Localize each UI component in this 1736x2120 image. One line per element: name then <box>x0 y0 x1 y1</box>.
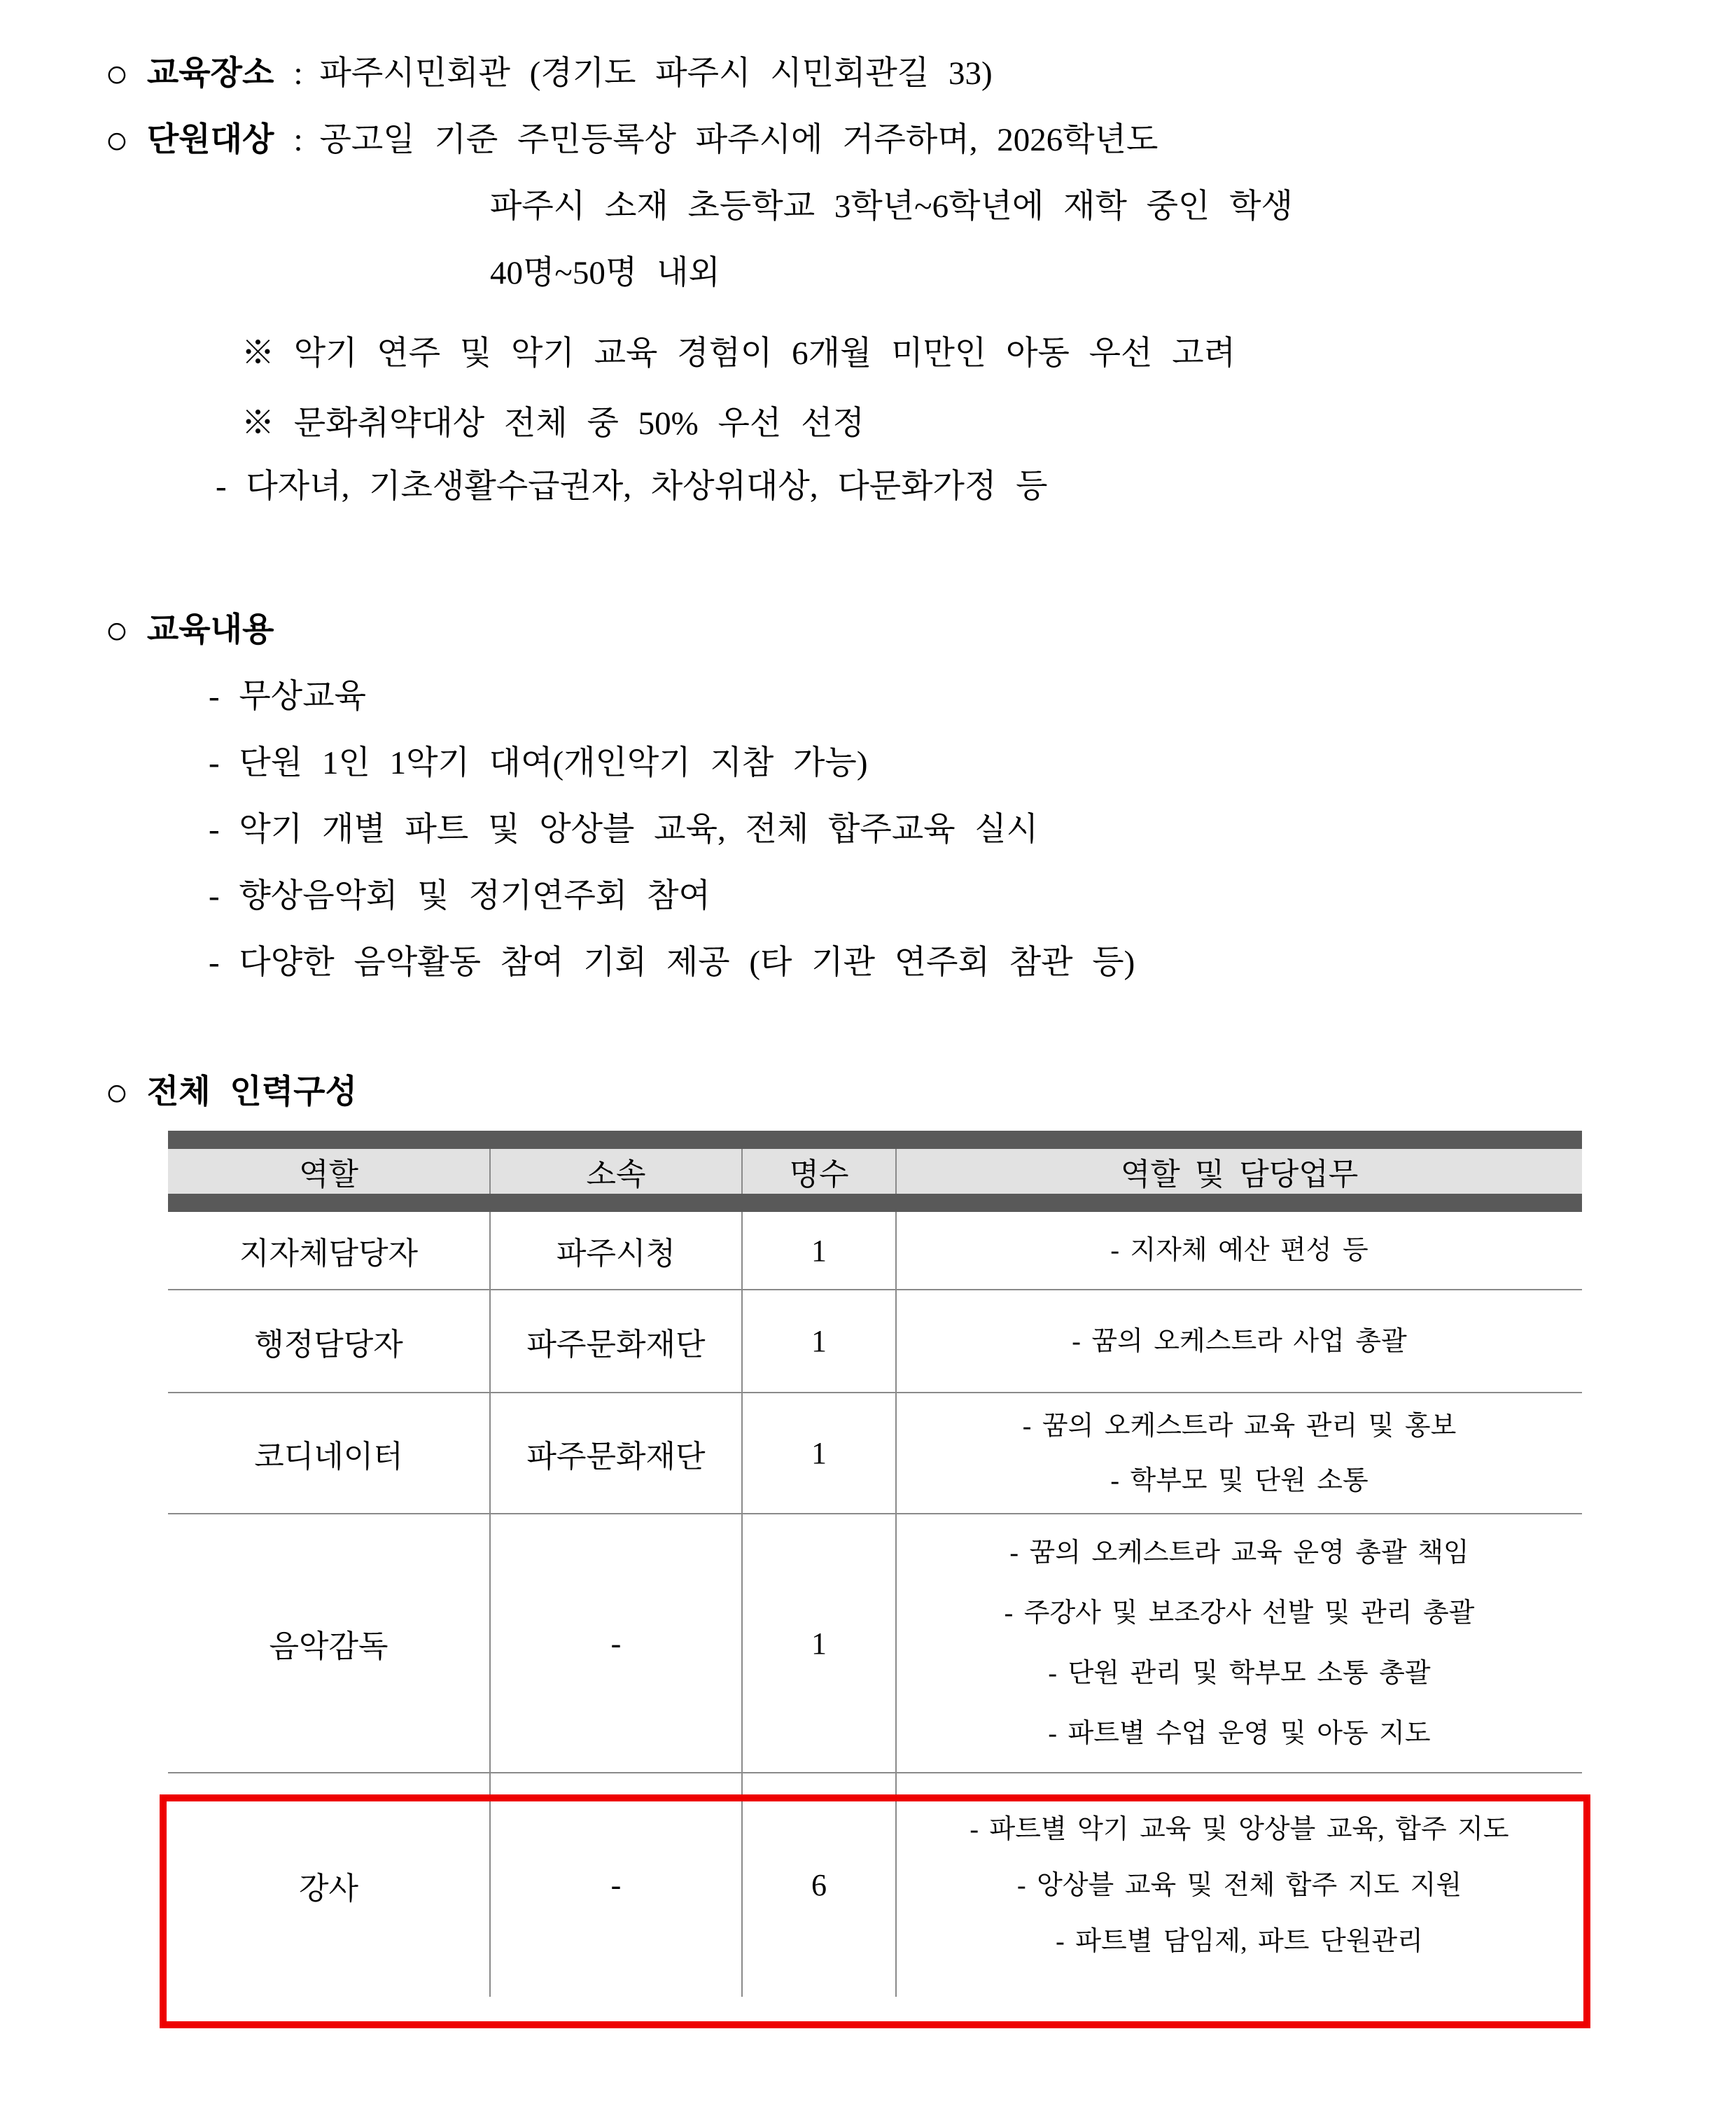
cell-org: 파주문화재단 <box>490 1393 742 1514</box>
circle-bullet-icon: ○ <box>105 119 129 162</box>
cell-count: 1 <box>742 1514 896 1773</box>
circle-bullet-icon: ○ <box>105 609 129 653</box>
cell-tasks <box>896 1203 1582 1290</box>
table-row <box>168 1393 1582 1514</box>
staffing-title: 전체 인력구성 <box>146 1074 357 1110</box>
table-row-highlighted <box>168 1773 1582 1997</box>
staffing-heading <box>105 1066 357 1120</box>
staffing-table-wrapper <box>168 1131 1582 1997</box>
task-line: - 꿈의 오케스트라 교육 관리 및 홍보 <box>1022 1411 1457 1441</box>
task-line: - 주강사 및 보조강사 선발 및 관리 총괄 <box>1004 1598 1475 1628</box>
edu-place-line <box>105 47 993 101</box>
cell-role: 지자체담당자 <box>168 1203 490 1290</box>
table-header-row <box>168 1140 1582 1203</box>
cell-role: 코디네이터 <box>168 1393 490 1514</box>
task-line: - 꿈의 오케스트라 사업 총괄 <box>1072 1326 1407 1356</box>
target-value-line2: 파주시 소재 초등학교 3학년~6학년에 재학 중인 학생 <box>490 188 1293 225</box>
table-row <box>168 1290 1582 1393</box>
cell-org: 파주시청 <box>490 1203 742 1290</box>
cell-tasks <box>896 1514 1582 1773</box>
target-value-line3: 40명~50명 내외 <box>490 255 720 291</box>
task-line: - 꿈의 오케스트라 교육 운영 총괄 책임 <box>1009 1538 1469 1568</box>
task-line: - 단원 관리 및 학부모 소통 총괄 <box>1048 1659 1431 1688</box>
cell-count: 1 <box>742 1203 896 1290</box>
note-vulnerable-detail: - 다자녀, 기초생활수급권자, 차상위대상, 다문화가정 등 <box>216 468 1048 505</box>
target-label: 단원대상 <box>146 122 274 158</box>
header-org: 소속 <box>490 1140 742 1203</box>
cell-count: 1 <box>742 1393 896 1514</box>
task-line: - 파트별 수업 운영 및 아동 지도 <box>1048 1719 1431 1748</box>
edu-content-title: 교육내용 <box>146 612 274 648</box>
cell-count: 1 <box>742 1290 896 1393</box>
edu-content-item: - 향상음악회 및 정기연주회 참여 <box>209 878 710 914</box>
table-row <box>168 1203 1582 1290</box>
edu-place-label: 교육장소 <box>146 55 274 92</box>
edu-content-heading <box>105 604 274 657</box>
task-line: - 파트별 담임제, 파트 단원관리 <box>1056 1926 1423 1956</box>
cell-role: 행정담당자 <box>168 1290 490 1393</box>
cell-org: 파주문화재단 <box>490 1290 742 1393</box>
task-line: - 지자체 예산 편성 등 <box>1110 1236 1368 1265</box>
task-line: - 학부모 및 단원 소통 <box>1110 1465 1368 1495</box>
task-line: - 파트별 악기 교육 및 앙상블 교육, 합주 지도 <box>969 1814 1509 1844</box>
task-line: - 앙상블 교육 및 전체 합주 지도 지원 <box>1016 1870 1462 1900</box>
edu-place-value: 파주시민회관 (경기도 파주시 시민회관길 33) <box>319 55 993 92</box>
circle-bullet-icon: ○ <box>105 1071 129 1115</box>
edu-content-item: - 다양한 음악활동 참여 기회 제공 (타 기관 연주회 참관 등) <box>209 944 1135 981</box>
cell-tasks <box>896 1393 1582 1514</box>
colon-separator: : <box>293 55 303 92</box>
cell-tasks <box>896 1290 1582 1393</box>
edu-content-item: - 무상교육 <box>209 678 367 715</box>
cell-org: - <box>490 1773 742 1997</box>
table-row <box>168 1514 1582 1773</box>
cell-role: 강사 <box>168 1773 490 1997</box>
edu-content-item: - 단원 1인 1악기 대여(개인악기 지참 가능) <box>209 745 868 781</box>
colon-separator: : <box>293 122 303 158</box>
header-count: 명수 <box>742 1140 896 1203</box>
note-priority-vulnerable: ※ 문화취약대상 전체 중 50% 우선 선정 <box>241 405 864 442</box>
cell-role: 음악감독 <box>168 1514 490 1773</box>
cell-org: - <box>490 1514 742 1773</box>
staffing-table <box>168 1131 1582 1997</box>
target-line <box>105 113 1158 167</box>
header-role: 역할 <box>168 1140 490 1203</box>
edu-content-item: - 악기 개별 파트 및 앙상블 교육, 전체 합주교육 실시 <box>209 811 1039 848</box>
note-priority-experience: ※ 악기 연주 및 악기 교육 경험이 6개월 미만인 아동 우선 고려 <box>241 335 1236 372</box>
circle-bullet-icon: ○ <box>105 53 129 96</box>
header-tasks: 역할 및 담당업무 <box>896 1140 1582 1203</box>
cell-count: 6 <box>742 1773 896 1997</box>
target-value-line1: 공고일 기준 주민등록상 파주시에 거주하며, 2026학년도 <box>319 122 1158 158</box>
cell-tasks <box>896 1773 1582 1997</box>
